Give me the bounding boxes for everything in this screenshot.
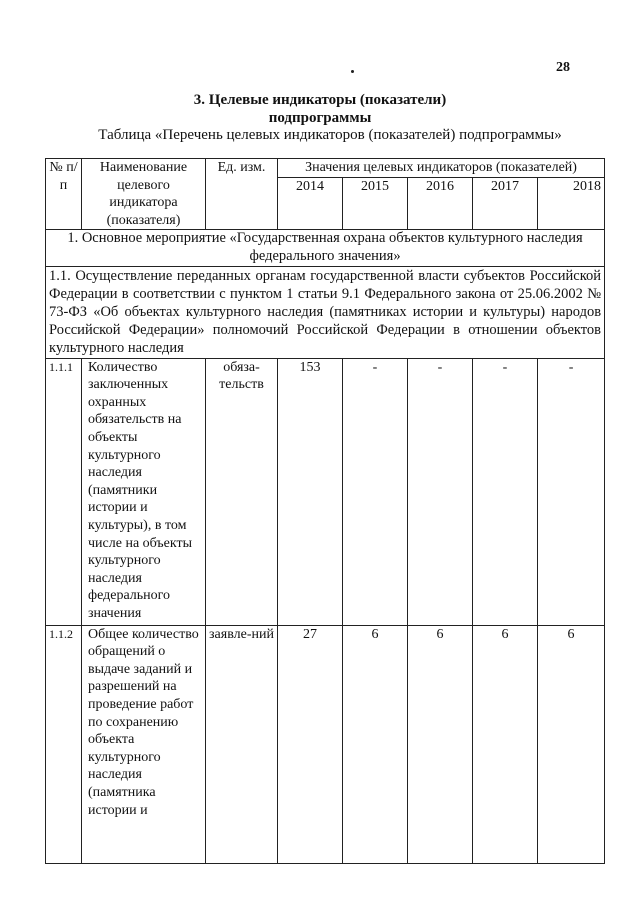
header-num: № п/п (46, 159, 82, 230)
table-row (46, 625, 605, 863)
row-value: 6 (408, 625, 473, 863)
row-value: 153 (278, 358, 343, 625)
header-name: Наименование целевого индикатора (показателя) (82, 159, 206, 230)
header-unit: Ед. изм. (206, 159, 278, 230)
header-values: Значения целевых индикаторов (показателей) (278, 159, 605, 178)
row-value: - (473, 358, 538, 625)
section-row-1: 1. Основное мероприятие «Государственная охрана объектов культурного наследия федерального значения» (46, 230, 605, 266)
header-year: 2014 (278, 177, 343, 230)
row-value: 27 (278, 625, 343, 863)
row-value: - (343, 358, 408, 625)
row-value: 6 (343, 625, 408, 863)
scan-dot (351, 70, 354, 73)
page-number: 28 (556, 60, 570, 75)
row-value: 6 (538, 625, 605, 863)
header-year: 2018 (538, 177, 605, 230)
section-subtitle: подпрограммы (268, 110, 372, 126)
row-value: 6 (473, 625, 538, 863)
row-name: Количество заключенных охранных обязательств на объекты культурного наследия (памятники истории и культуры), в том числе на объекты культурного наследия федерального значения (82, 358, 206, 625)
header-year: 2017 (473, 177, 538, 230)
row-unit: заявле-ний (206, 625, 278, 863)
section-title: 3. Целевые индикаторы (показатели) (193, 92, 447, 108)
indicators-table (45, 158, 605, 864)
row-num: 1.1.2 (46, 625, 82, 863)
row-unit: обяза-тельств (206, 358, 278, 625)
section-row-1-1: 1.1. Осуществление переданных органам государственной власти субъектов Российской Федерации в соответствии с пунктом 1 статьи 9.1 Федерального закона от 25.06.2002 № 73-ФЗ «Об объектах культурного наследия (памятниках истории и культуры) народов Российской Федерации» полномочий Российской Федерации в отношении объектов культурного наследия (46, 266, 605, 358)
row-value: - (538, 358, 605, 625)
table-caption: Таблица «Перечень целевых индикаторов (показателей) подпрограммы» (98, 127, 562, 143)
row-value: - (408, 358, 473, 625)
header-year: 2016 (408, 177, 473, 230)
header-year: 2015 (343, 177, 408, 230)
row-name: Общее количество обращений о выдаче заданий и разрешений на проведение работ по сохранению объекта культурного наследия (памятника истории и (82, 625, 206, 863)
row-num: 1.1.1 (46, 358, 82, 625)
table-row (46, 358, 605, 625)
